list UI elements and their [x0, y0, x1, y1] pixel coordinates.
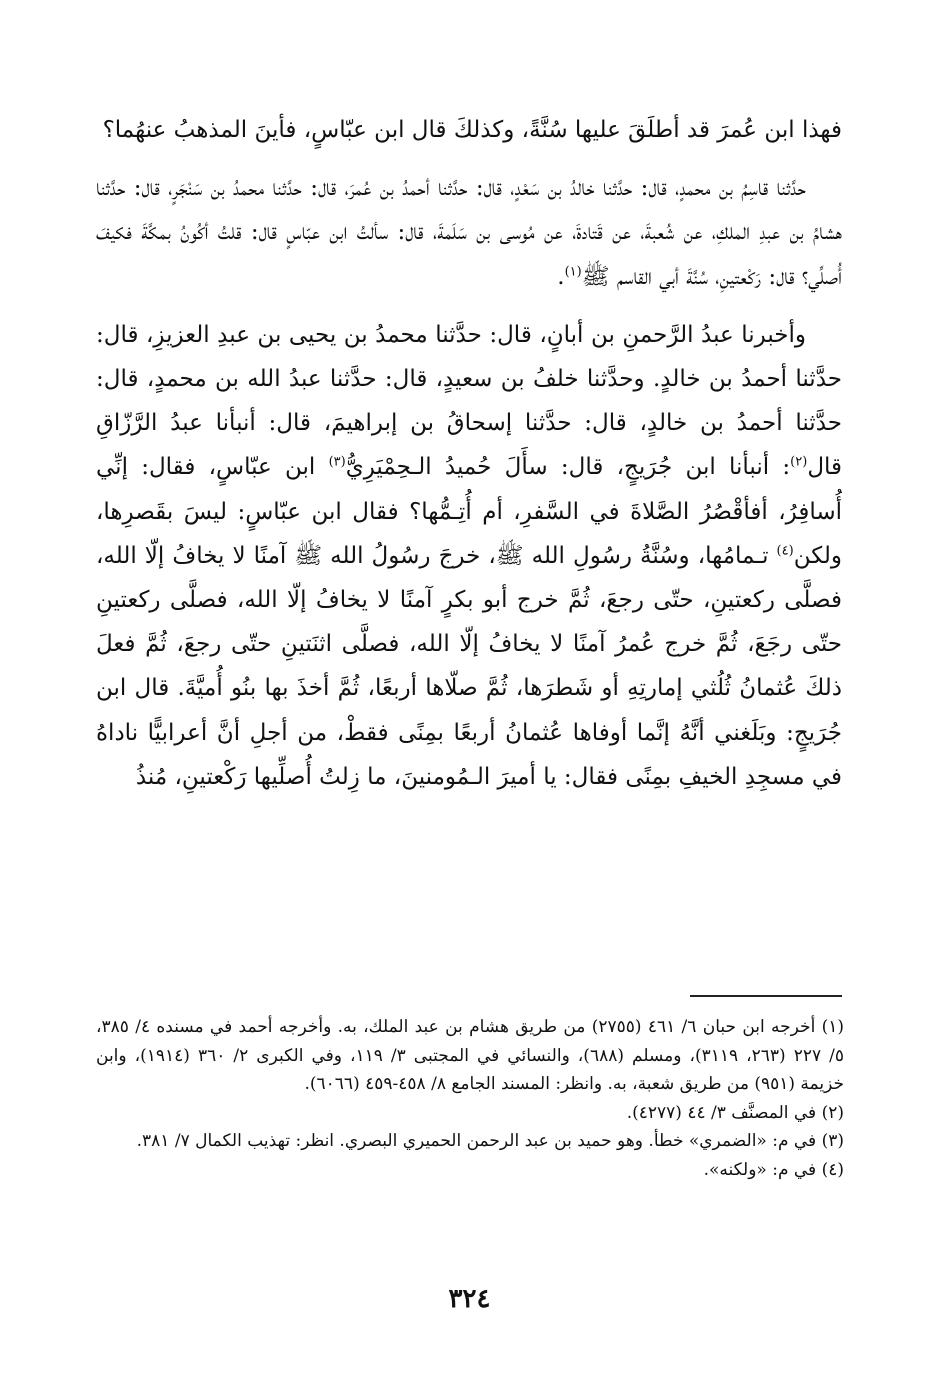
footnote-3: (٣) في م: «الضمري» خطأ. وهو حميد بن عبد الرحمن الحميري البصري. انظر: تهذيب الكمال ٧/ ٣٨١.	[136, 1131, 844, 1151]
footnote-2: (٢) في المصنَّف ٣/ ٤٤ (٤٢٧٧).	[626, 1102, 844, 1123]
paragraph-3-text-d: تـمامُها، وسُنَّةُ رسُولِ الله ﷺ، خرجَ رسُولُ الله ﷺ آمنًا لا يخافُ إلّا الله، فصلَّى ركعتينِ، حتّى رجعَ، ثُمَّ خرج أبو بكرٍ آمنًا لا يخافُ إلّا الله، فصلَّى ركعتينِ حتّى رجَعَ، ثُمَّ خرج عُمرُ آمنًا لا يخافُ إلّا الله، فصلَّى اثنَتينِ حتّى رجعَ، ثُمَّ فعلَ ذلكَ عُثمانُ ثُلُثي إمارتِهِ أو شَطرَها، ثُمَّ صلّاها أربعًا، ثُمَّ أخذَ بها بنُو أُميَّةَ. قال ابن جُرَيجٍ: وبَلَغني أنَّهُ إنَّما أوفاها عُثمانُ أربعًا بمِنًى فقطْ، من أجلِ أنَّ أعرابيًّا ناداهُ في مسجِدِ الخيفِ بمِنًى فقال: يا أميرَ الـمُومنينَ، ما زِلتُ أُصلِّيها رَكْعتينِ، مُنذُ	[96, 542, 842, 790]
footnotes	[96, 1013, 844, 1184]
paragraph-3: وأخبرنا عبدُ الرَّحمنِ بن أبانٍ، قال: حدَّثنا محمدُ بن يحيى بن عبدِ العزيزِ، قال: حدَّثنا أحمدُ بن خالدٍ. وحدَّثنا خلفُ بن سعيدٍ، قال: حدَّثنا عبدُ الله بن محمدٍ، قال: حدَّثنا أحمدُ بن خالدٍ، قال: حدَّثنا إسحاقُ بن إبراهيمَ، قال: أنبأنا عبدُ الرَّزّاقِ قال$^{(٢)}$: أنبأنا ابن جُرَيجٍ، قال: سأَلَ حُميدُ الـحِمْيَرِيُّ$^{(٣)}$ ابن عبّاسٍ، فقال: إنِّي أُسافِرُ، أفأقْصُرُ الصَّلاةَ في السَّفرِ، أم أُتِـمُّها؟ فقال ابن عبّاسٍ: ليسَ بقَصرِها، ولكن$^{(٤)}$ تـمامُها، وسُنَّةُ رسُولِ الله ﷺ، خرجَ رسُولُ الله ﷺ آمنًا لا يخافُ إلّا الله، فصلَّى ركعتينِ، حتّى رجعَ، ثُمَّ خرج أبو بكرٍ آمنًا لا يخافُ إلّا الله، فصلَّى ركعتينِ حتّى رجَعَ، ثُمَّ خرج عُمرُ آمنًا لا يخافُ إلّا الله، فصلَّى اثنَتينِ حتّى رجعَ، ثُمَّ فعلَ ذلكَ عُثمانُ ثُلُثي إمارتِهِ أو شَطرَها، ثُمَّ صلّاها أربعًا، ثُمَّ أخذَ بها بنُو أُميَّةَ. قال ابن جُرَيجٍ: وبَلَغني أنَّهُ إنَّما أوفاها عُثمانُ أربعًا بمِنًى فقطْ، من أجلِ أنَّ أعرابيًّا ناداهُ في مسجِدِ الخيفِ بمِنًى فقال: يا أميرَ الـمُومنينَ، ما زِلتُ أُصلِّيها رَكْعتينِ، مُنذُ	[96, 321, 843, 790]
footnote-4: (٤) في م: «ولكنه».	[703, 1159, 844, 1180]
footnote-separator	[690, 995, 842, 997]
paragraph-3-text-a: وأخبرنا عبدُ الرَّحمنِ بن أبانٍ، قال: حدَّثنا محمدُ بن يحيى بن عبدِ العزيزِ، قال: حدَّثنا أحمدُ بن خالدٍ. وحدَّثنا خلفُ بن سعيدٍ، قال: حدَّثنا عبدُ الله بن محمدٍ، قال: حدَّثنا أحمدُ بن خالدٍ، قال: حدَّثنا إسحاقُ بن إبراهيمَ، قال: أنبأنا عبدُ الرَّزّاقِ قال	[96, 321, 843, 481]
note-ref-4[interactable]: (٤)	[776, 543, 794, 559]
paragraph-3-text-b: أنبأنا ابن جُرَيجٍ، قال: سأَلَ حُميدُ الـحِمْيَرِيُّ	[345, 454, 770, 481]
paragraph-3-text-c: ابن عبّاسٍ، فقال: إنِّي أُسافِرُ، أفأقْصُرُ الصَّلاةَ في السَّفرِ، أم أُتِـمُّها؟ فقال ابن عبّاسٍ: ليسَ بقَصرِها، ولكن	[96, 454, 843, 569]
main-text	[96, 108, 842, 813]
note-ref-2[interactable]: (٢)	[790, 454, 808, 470]
paragraph-2: حدَّثنا قاسِمُ بن محمدٍ، قال: حدَّثنا خالدُ بن سَعْدٍ، قال: حدَّثنا أحمدُ بن عُمرَ، قال: حدَّثنا محمدُ بن سَنْجَرٍ، قال: حدَّثنا هشامُ بن عبدِ الملكِ، عن شُعبةَ، عن قَتادةَ، عن مُوسى بن سَلَمةَ، قال: سألتُ ابن عبّاسٍ قال: قلتُ أكُونُ بمكَّةَ فكيفَ أُصلِّي؟ قال: رَكْعتينِ، سُنَّةَ أبي القاسم ﷺ$^{(١)}$.	[96, 175, 842, 290]
paragraph-1	[96, 108, 842, 152]
footnote-1: (١) أخرجه ابن حبان ٦/ ٤٦١ (٢٧٥٥) من طريق هشام بن عبد الملك، به. وأخرجه أحمد في مسنده ٤/ ٣٨٥، ٥/ ٢٢٧ (٢٦٣، ٣١١٩)، ومسلم (٦٨٨)، والنسائي في المجتبى ٣/ ١١٩، وفي الكبرى ٢/ ٣٦٠ (١٩١٤)، وابن خزيمة (٩٥١) من طريق شعبة، به. وانظر: المسند الجامع ٨/ ٤٥٨-٤٥٩ (٦٠٦٦).	[96, 1017, 845, 1094]
paragraph-1-text: فهذا ابن عُمرَ قد أطلَقَ عليها سُنَّةً، وكذلكَ قال ابن عبّاسٍ، فأينَ المذهبُ عنهُما؟	[102, 117, 842, 143]
page-number: ٣٢٤	[448, 1284, 491, 1314]
paragraph-2-text: حدَّثنا قاسِمُ بن محمدٍ، قال: حدَّثنا خالدُ بن سَعْدٍ، قال: حدَّثنا أحمدُ بن عُمرَ، قال: حدَّثنا محمدُ بن سَنْجَرٍ، قال: حدَّثنا هشامُ بن عبدِ الملكِ، عن شُعبةَ، عن قَتادةَ، عن مُوسى بن سَلَمةَ، قال: سألتُ ابن عبّاسٍ قال: قلتُ أكُونُ بمكَّةَ فكيفَ أُصلِّي؟ قال: رَكْعتينِ، سُنَّةَ أبي القاسم ﷺ	[96, 175, 842, 290]
note-ref-1[interactable]: (١)	[564, 263, 582, 279]
note-ref-3[interactable]: (٣)	[328, 454, 346, 470]
